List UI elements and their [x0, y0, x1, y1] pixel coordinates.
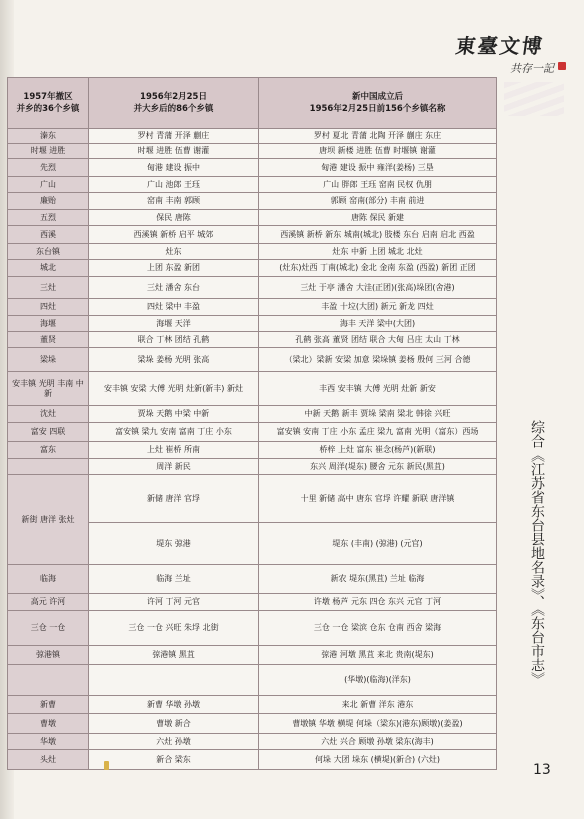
table-row — [8, 226, 497, 244]
cell-1957-district: 海堰 — [8, 316, 89, 332]
cell-original-township: 富安镇 安南 丁庄 小东 孟庄 梁九 富南 光明（富东）西场 — [259, 423, 497, 442]
cell-original-township: 六灶 兴合 顾墩 孙墩 梁东(海丰) — [259, 734, 497, 750]
cell-1957-district: 广山 — [8, 177, 89, 193]
cell-original-township: 郭顾 窑南(部分) 丰南 前进 — [259, 193, 497, 210]
yellow-mark — [104, 761, 109, 770]
cell-1957-district: 三灶 — [8, 277, 89, 299]
cell-1957-district: 廉贻 — [8, 193, 89, 210]
cell-1957-district: 华墩 — [8, 734, 89, 750]
cell-1957-district: 富安 四联 — [8, 423, 89, 442]
table-row — [8, 177, 497, 193]
source-note: 综合《江苏省东台县地名录》、《东台市志》 — [529, 420, 545, 686]
cell-original-township: 甸港 建设 振中 雍洋(姜杨) 三垦 — [259, 159, 497, 177]
cell-original-township: 罗村 夏北 青蒲 北陶 开泽 蒯庄 东庄 — [259, 129, 497, 144]
table-row — [8, 475, 497, 523]
cell-1957-district: 新街 唐洋 张灶 — [8, 475, 89, 565]
header-col1 — [8, 78, 89, 129]
cell-1957-district: 三仓 一仓 — [8, 611, 89, 646]
cell-1957-district: 弶港镇 — [8, 646, 89, 665]
cell-1956-township: 海堰 天洋 — [89, 316, 259, 332]
cell-original-township: (华墩)(临海)(洋东) — [259, 665, 497, 696]
table-header-row — [8, 78, 497, 129]
cell-original-township: 中新 天鹅 新丰 贾垛 梁南 梁北 韩徐 兴旺 — [259, 406, 497, 423]
cell-original-township: 十里 新储 高中 唐东 官垺 许耀 新联 唐洋镇 — [259, 475, 497, 523]
header-col2 — [89, 78, 259, 129]
cell-original-township: 灶东 中新 上团 城北 北灶 — [259, 244, 497, 260]
table-row — [8, 332, 497, 348]
cell-1957-district: 高元 许河 — [8, 594, 89, 611]
cell-1957-district — [8, 459, 89, 475]
table-row — [8, 696, 497, 714]
cell-1956-township: 罗村 青蒲 开泽 蒯庄 — [89, 129, 259, 144]
cell-1956-township: 周洋 新民 — [89, 459, 259, 475]
cell-1957-district: 城北 — [8, 260, 89, 277]
header-col3 — [259, 78, 497, 129]
cell-original-township: 来北 新曹 洋东 港东 — [259, 696, 497, 714]
cell-original-township: 唐陈 保民 新建 — [259, 210, 497, 226]
table-row — [8, 714, 497, 734]
cell-1956-township: 广山 池郎 王珏 — [89, 177, 259, 193]
cell-original-township: 弶港 河墩 黑苴 来北 贵南(堤东) — [259, 646, 497, 665]
cell-1957-district — [8, 665, 89, 696]
table-row — [8, 665, 497, 696]
cell-1957-district: 西溪 — [8, 226, 89, 244]
table-body — [8, 129, 497, 770]
cell-original-township: 许墩 杨芦 元东 四仓 东兴 元官 丁河 — [259, 594, 497, 611]
cell-original-township: 何垛 大团 垛东 (横堤)(新合) (六灶) — [259, 750, 497, 770]
cell-original-township: 海丰 天洋 梁中(大团) — [259, 316, 497, 332]
cell-1957-district: 先烈 — [8, 159, 89, 177]
table-row — [8, 277, 497, 299]
cell-1957-district: 曹墩 — [8, 714, 89, 734]
cell-original-township: 丰盈 十垃(大团) 新元 新龙 四灶 — [259, 299, 497, 316]
masthead-title: 東臺文博 — [454, 34, 546, 58]
cell-original-township: 西溪镇 新桥 新东 城南(城北) 肢楼 东台 启南 启北 西盈 — [259, 226, 497, 244]
table-row — [8, 565, 497, 594]
cell-1956-township: 弶港镇 黑苴 — [89, 646, 259, 665]
cell-1956-township: 新合 梁东 — [89, 750, 259, 770]
cell-1956-township: 西溪镇 新桥 启平 城郊 — [89, 226, 259, 244]
table-row — [8, 750, 497, 770]
cell-1956-township: 六灶 孙墩 — [89, 734, 259, 750]
table-row — [8, 423, 497, 442]
page-number: 13 — [533, 762, 551, 778]
cell-original-township: 新农 堤东(黑苴) 兰址 临海 — [259, 565, 497, 594]
cell-1957-district: 五烈 — [8, 210, 89, 226]
cell-original-township: （梁北）梁新 安梁 加意 梁垛镇 姜杨 殷何 三河 合德 — [259, 348, 497, 372]
cell-1956-township: 新曹 华墩 孙墩 — [89, 696, 259, 714]
table-row — [8, 144, 497, 159]
cell-1956-township: 临海 兰址 — [89, 565, 259, 594]
cell-1956-township: 时堰 进胜 伍曹 谢灌 — [89, 144, 259, 159]
masthead-signature: 共存一記 — [510, 62, 554, 75]
cell-1956-township: 富安镇 梁九 安南 富南 丁庄 小东 — [89, 423, 259, 442]
cell-original-township: 堤东 (丰南) (弶港) (元官) — [259, 523, 497, 565]
cell-1957-district: 时堰 进胜 — [8, 144, 89, 159]
header-col2-line2: 并大乡后的86个乡镇 — [133, 104, 214, 114]
cell-1956-township — [89, 665, 259, 696]
decorative-pattern — [504, 82, 564, 116]
township-table — [7, 77, 497, 770]
table-row — [8, 611, 497, 646]
cell-1957-district: 头灶 — [8, 750, 89, 770]
cell-1957-district: 四灶 — [8, 299, 89, 316]
cell-original-township: (灶东)灶西 丁南(城北) 金北 金南 东盈 (西盈) 新团 正团 — [259, 260, 497, 277]
cell-1957-district: 溱东 — [8, 129, 89, 144]
cell-1956-township: 新储 唐洋 官垺 — [89, 475, 259, 523]
cell-1956-township: 许河 丁河 元官 — [89, 594, 259, 611]
cell-1956-township: 贾垛 天鹅 中梁 中新 — [89, 406, 259, 423]
cell-1957-district: 董贤 — [8, 332, 89, 348]
cell-1956-township: 上团 东盈 新团 — [89, 260, 259, 277]
red-seal-icon — [558, 62, 566, 70]
cell-1957-district: 新曹 — [8, 696, 89, 714]
cell-1956-township: 梁垛 姜杨 光明 张高 — [89, 348, 259, 372]
header-col2-line1: 1956年2月25日 — [140, 92, 207, 102]
cell-1956-township: 堤东 弶港 — [89, 523, 259, 565]
cell-1956-township: 灶东 — [89, 244, 259, 260]
cell-original-township: 东兴 周洋(堤东) 腰舍 元东 新民(黑苴) — [259, 459, 497, 475]
table-row — [8, 406, 497, 423]
cell-1956-township: 三灶 潘舍 东台 — [89, 277, 259, 299]
table-row — [8, 316, 497, 332]
header-col1-line1: 1957年撤区 — [23, 92, 73, 102]
cell-1956-township: 联合 丁林 团结 孔鹤 — [89, 332, 259, 348]
table-row — [8, 193, 497, 210]
cell-original-township: 孔鹤 张高 董贤 团结 联合 大甸 吕庄 太山 丁林 — [259, 332, 497, 348]
table-row — [8, 646, 497, 665]
masthead — [456, 30, 566, 80]
cell-1956-township: 上灶 崔桥 所南 — [89, 442, 259, 459]
header-col3-line2: 1956年2月25日前156个乡镇名称 — [309, 104, 446, 114]
cell-1956-township: 窑南 丰南 郭顾 — [89, 193, 259, 210]
table-row — [8, 459, 497, 475]
cell-1956-township: 保民 唐陈 — [89, 210, 259, 226]
cell-1956-township: 三仓 一仓 兴旺 朱垺 北街 — [89, 611, 259, 646]
table-row — [8, 442, 497, 459]
cell-1956-township: 曹墩 新合 — [89, 714, 259, 734]
table-row — [8, 594, 497, 611]
table-row — [8, 159, 497, 177]
cell-1957-district: 临海 — [8, 565, 89, 594]
table-row — [8, 299, 497, 316]
table-row — [8, 348, 497, 372]
cell-original-township: 三灶 于亭 潘舍 大洼(正团)(张高)垛团(舍港) — [259, 277, 497, 299]
cell-original-township: 桥梓 上灶 富东 崔念(杨芦)(新联) — [259, 442, 497, 459]
table-row — [8, 244, 497, 260]
table-row — [8, 734, 497, 750]
table-row — [8, 210, 497, 226]
cell-1956-township: 甸港 建设 振中 — [89, 159, 259, 177]
header-col1-line2: 并乡的36个乡镇 — [16, 104, 80, 114]
cell-1956-township: 安丰镇 安梁 大傅 光明 灶新(新丰) 新灶 — [89, 372, 259, 406]
cell-1957-district: 东台镇 — [8, 244, 89, 260]
cell-original-township: 三仓 一仓 梁滨 仓东 仓南 西舍 梁海 — [259, 611, 497, 646]
cell-1957-district: 安丰镇 光明 丰南 中新 — [8, 372, 89, 406]
header-col3-line1: 新中国成立后 — [351, 92, 403, 102]
cell-original-township: 广山 胖郎 王珏 窑南 民权 仇朋 — [259, 177, 497, 193]
cell-original-township: 曹墩镇 华墩 横堤 何垛（梁东)(港东)顾墩)(姜盈) — [259, 714, 497, 734]
cell-1957-district: 梁垛 — [8, 348, 89, 372]
cell-1957-district: 富东 — [8, 442, 89, 459]
table-row — [8, 129, 497, 144]
cell-original-township: 丰西 安丰镇 大傅 光明 灶新 新安 — [259, 372, 497, 406]
table-row — [8, 372, 497, 406]
cell-1957-district: 沈灶 — [8, 406, 89, 423]
table-row — [8, 260, 497, 277]
cell-1956-township: 四灶 梁中 丰盈 — [89, 299, 259, 316]
cell-original-township: 唐坝 新楼 进胜 伍曹 时堰镇 谢灌 — [259, 144, 497, 159]
